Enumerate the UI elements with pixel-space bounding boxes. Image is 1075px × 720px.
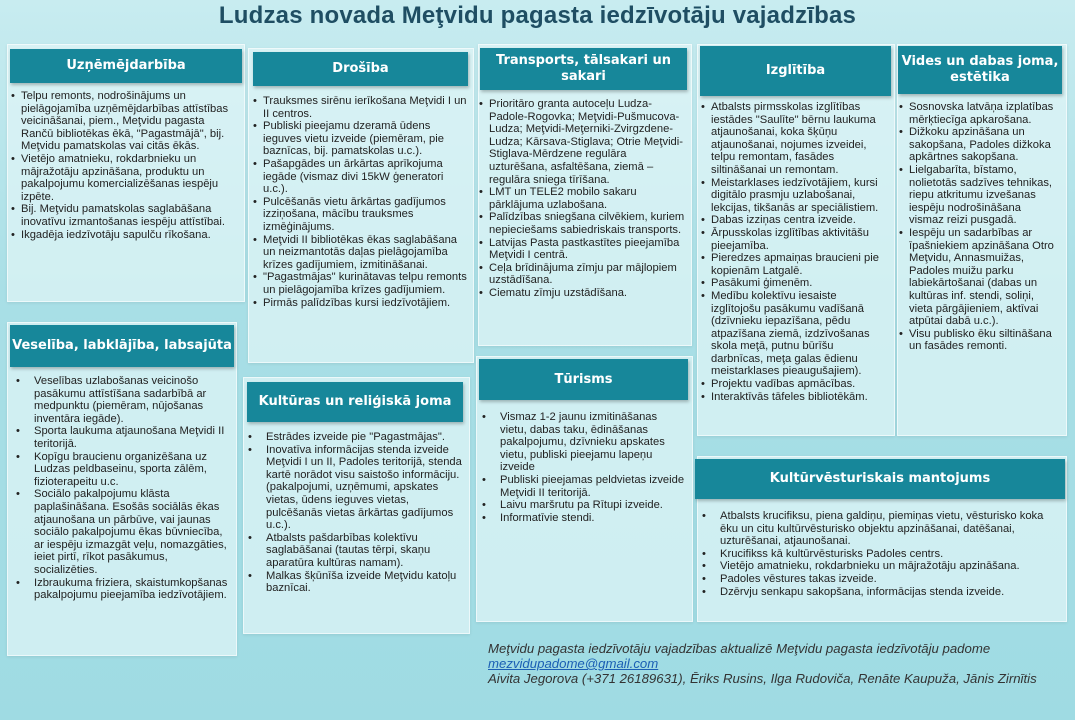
heading-mantojums: Kultūrvēsturiskais mantojums [695,459,1065,499]
list-item: • Ikgadēja iedzīvotāju sapulču rīkošana. [10,229,238,242]
list-item: • Palīdzības sniegšana cilvēkiem, kuriem nepieciešams sabiedriskais transports. [478,211,685,236]
heading-izglitiba: Izglītība [700,46,891,96]
list-item: • Meţvidi II bibliotēkas ēkas saglabāšana un neizmantotās daļas pielāgojamība krīzes gadījumiem, izmitināšanai. [252,234,470,272]
list-item: • Pasākumi ģimenēm. [700,277,888,290]
list-item: • Publiski pieejamas peldvietas izveide Meţvidi II teritorijā. [478,474,686,499]
list-item: • Pieredzes apmaiņas braucieni pie kopienām Latgalē. [700,252,888,277]
list-item: • Meistarklases iedzīvotājiem, kursi digitālo prasmju uzlabošanai, lekcijas, tikšanās ar speciālistiem. [700,177,888,215]
list-item: • Pirmās palīdzības kursi iedzīvotājiem. [252,297,470,310]
list-item: • Iespēju un sadarbības ar īpašniekiem apzināšana Otro Meţvidu, Annasmuižas, Padoles muižu parku labiekārtošanai (dabas un kultūras inf. stendi, soliņi, vieta pārgājieniem, aktīvai atpūtai dabā u.c.). [898,227,1058,328]
list-item: • LMT un TELE2 mobilo sakaru pārklājuma uzlabošana. [478,186,685,211]
list-item: • Lielgabarīta, bīstamo, nolietotās sadzīves tehnikas, riepu atkritumu izvešanas iespēju nodrošināšana vismaz reizi pusgadā. [898,164,1058,227]
heading-transports: Transports, tālsakari un sakari [480,48,687,90]
heading-vides: Vides un dabas joma, estētika [898,46,1062,94]
list-veseliba [12,375,230,602]
list-item: • Ciematu zīmju uzstādīšana. [478,287,685,300]
footer [488,641,1068,686]
list-item: • Kopīgu braucienu organizēšana uz Ludzas peldbaseinu, sporta zālēm, fizioterapeitu u.c. [12,451,230,489]
heading-kultura: Kultūras un reliģiskā joma [247,382,463,422]
list-vides [898,101,1058,353]
list-mantojums [698,510,1048,598]
list-item: • Sporta laukuma atjaunošana Meţvidi II teritorijā. [12,425,230,450]
list-item: • Medību kolektīvu iesaiste izglītojošu pasākumu vadīšanā (dzīvnieku iepazīšana, pēdu atpazīšana ziemā, izdzīvošanas skola meţā, putnu būrīšu darbnīcas, meţa galas ēdienu meistarklases pieaugušajiem). [700,290,888,378]
heading-uznemejdarbiba: Uzņēmējdarbība [10,49,242,83]
list-item: • Pašapgādes un ārkārtas aprīkojuma iegāde (vismaz divi 15kW ģeneratori u.c.). [252,158,470,196]
list-item: • Trauksmes sirēnu ierīkošana Meţvidi I un II centros. [252,95,470,120]
list-izglitiba [700,101,888,403]
page-title: Ludzas novada Meţvidu pagasta iedzīvotāju vajadzības [218,2,857,29]
list-item: • Krucifikss kā kultūrvēsturisks Padoles centrs. [698,548,1048,561]
list-item: • Prioritāro granta autoceļu Ludza-Padole-Rogovka; Meţvidi-Pušmucova-Ludza; Meţvidi-Meţerniki-Zvirgzdene-Ludza; Kārsava-Stiglava; Otrie Meţvidi-Stiglava-Mērdzene regulāra uzturēšana, asfaltēšana, ziemā – regulāra sniega tīrīšana. [478,98,685,186]
list-item: • Vismaz 1-2 jaunu izmitināšanas vietu, dabas taku, ēdināšanas pakalpojumu, dzīvnieku apskates vietu, publiski pieejamu lapeņu izveide [478,411,686,474]
list-item: • Projektu vadības apmācības. [700,378,888,391]
list-item: • Padoles vēstures takas izveide. [698,573,1048,586]
list-item: • Interaktīvās tāfeles bibliotēkām. [700,391,888,404]
list-item: • Dzērvju senkapu sakopšana, informācijas stenda izveide. [698,586,1048,599]
list-item: • Laivu maršrutu pa Rītupi izveide. [478,499,686,512]
footer-line3: Aivita Jegorova (+371 26189631), Ēriks Rusins, Ilga Rudoviča, Renāte Kaupuža, Jānis Zirnītis [488,671,1037,686]
list-item: • Bij. Meţvidu pamatskolas saglabāšana inovatīvu izmantošanas iespēju attīstībai. [10,203,238,228]
list-drosiba [252,95,470,309]
list-item: • Atbalsts pašdarbības kolektīvu saglabāšanai (tautas tērpi, skaņu aparatūra kultūras namam). [244,532,464,570]
list-item: • Veselības uzlabošanas veicinošo pasākumu attīstīšana sadarbībā ar medpunktu (piemēram, nūjošanas inventāra iegāde). [12,375,230,425]
heading-turisms: Tūrisms [479,359,688,400]
heading-veseliba: Veselība, labklājība, labsajūta [10,325,234,367]
list-item: • Malkas šķūnīša izveide Meţvidu katoļu baznīcai. [244,570,464,595]
list-item: • Ārpusskolas izglītības aktivitāšu pieejamība. [700,227,888,252]
list-item: • Informatīvie stendi. [478,512,686,525]
list-item: • Dabas izziņas centra izveide. [700,214,888,227]
list-transports [478,98,685,300]
list-item: • Ceļa brīdinājuma zīmju par mājlopiem uzstādīšana. [478,262,685,287]
list-item: • Izbraukuma friziera, skaistumkopšanas pakalpojumu pieejamība iedzīvotājiem. [12,577,230,602]
list-item: • Telpu remonts, nodrošinājums un pielāgojamība uzņēmējdarbības attīstības veicināšanai, piem., Meţvidu pagasta Rančū bibliotēkas ēkā, "Pagastmājā", bij. Meţvidu pamatskolas vai citās ēkās. [10,90,238,153]
footer-line1: Meţvidu pagasta iedzīvotāju vajadzības aktualizē Meţvidu pagasta iedzīvotāju padome [488,641,991,656]
list-item: • Visu publisko ēku siltināšana un fasādes remonti. [898,328,1058,353]
list-item: • Sosnovska latvāņa izplatības mērķtiecīga apkarošana. [898,101,1058,126]
list-item: • Atbalsts pirmsskolas izglītības iestādes "Saulīte" bērnu laukuma atjaunošanai, koka šķūņu atjaunošanai, nojumes izveidei, telpu remontam, fasādes siltināšanai un remontam. [700,101,888,177]
heading-drosiba: Drošība [253,52,468,86]
list-item: • "Pagastmājas" kurinātavas telpu remonts un pielāgojamība krīzes gadījumiem. [252,271,470,296]
list-turisms [478,411,686,524]
list-uznemejdarbiba [10,90,238,241]
list-item: • Atbalsts krucifiksu, piena galdiņu, piemiņas vietu, vēsturisko koka ēku un citu kultūrvēsturisko objektu apzināšanai, datēšanai, uzturēšanai, atjaunošanai. [698,510,1048,548]
list-item: • Latvijas Pasta pastkastītes pieejamība Meţvidi I centrā. [478,237,685,262]
list-item: • Sociālo pakalpojumu klāsta paplašināšana. Esošās sociālās ēkas atjaunošana un pārbūve, vai jaunas sociālo pakalpojumu ēkas būvniecība, ar iespēju izmazgāt veļu, nomazgāties, ieiet pirtī, rīkot pasākumus, socializēties. [12,488,230,576]
list-item: • Estrādes izveide pie "Pagastmājas". [244,431,464,444]
list-item: • Pulcēšanās vietu ārkārtas gadījumos izziņošana, mācību trauksmes izmēģinājums. [252,196,470,234]
list-item: • Publiski pieejamu dzeramā ūdens ieguves vietu izveide (piemēram, pie baznīcas, bij. pamatskolas u.c.). [252,120,470,158]
list-kultura [244,431,464,595]
list-item: • Dižkoku apzināšana un sakopšana, Padoles dižkoka apkārtnes sakopšana. [898,126,1058,164]
list-item: • Inovatīva informācijas stenda izveide Meţvidi I un II, Padoles teritorijā, stenda kartē norādot visu saistošo informāciju. (pakalpojumi, uzņēmumi, apskates vietas, ūdens ieguves vietas, pulcēšanās vietas ārkārtas gadījumos u.c.). [244,444,464,532]
list-item: • Vietējo amatnieku, rokdarbnieku un mājražotāju apzināšana, produktu un pakalpojumu komercializēšanas iespēju izpēte. [10,153,238,203]
list-item: • Vietējo amatnieku, rokdarbnieku un mājražotāju apzināšana. [698,560,1048,573]
email-link[interactable]: mezvidupadome@gmail.com [488,656,659,671]
